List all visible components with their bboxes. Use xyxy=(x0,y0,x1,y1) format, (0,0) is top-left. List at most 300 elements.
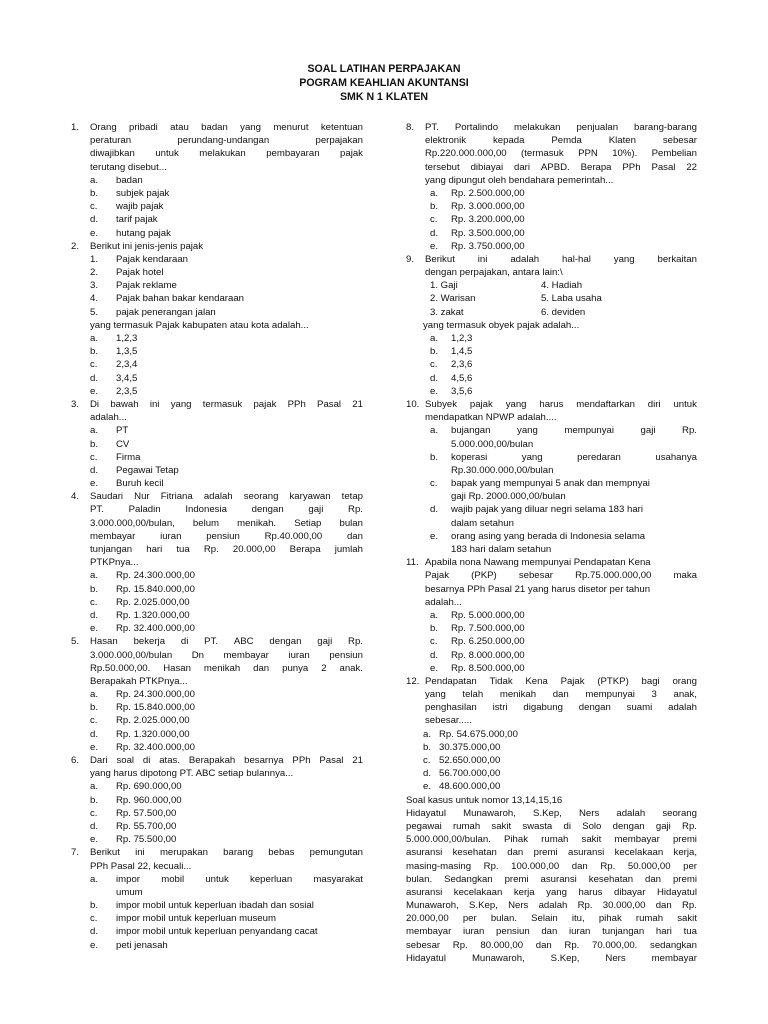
text-line xyxy=(406,675,697,688)
question-7-option-key: e. xyxy=(90,939,99,951)
text-line xyxy=(406,332,697,345)
word: PT. xyxy=(90,504,104,516)
question-8-text xyxy=(425,121,697,134)
question-8-text: yang dipungut oleh bendahara pemerintah... xyxy=(425,174,614,186)
question-12-option-text: Rp. 54.675.000,00 xyxy=(439,728,518,740)
case-paragraph-line xyxy=(406,807,697,820)
text-line xyxy=(71,609,363,622)
text-line xyxy=(406,438,697,451)
question-5-number: 5. xyxy=(71,636,80,648)
question-11-text: besarnya PPh Pasal 21 yang harus disetor per tahun xyxy=(425,583,651,595)
word: 20.000,00 xyxy=(406,913,449,925)
word: ABC xyxy=(233,636,254,648)
word: diwajibkan xyxy=(90,148,135,160)
question-12-option-text: 56.700.000,00 xyxy=(439,768,501,780)
question-7-option-text: peti jenasah xyxy=(116,939,168,951)
word: Rp. xyxy=(348,636,363,648)
question-6-option-text: Rp. 57.500,00 xyxy=(116,807,177,819)
word: membayar xyxy=(651,952,697,964)
question-2-item-option-text: Pajak bahan bakar kendaraan xyxy=(116,293,245,305)
right-column xyxy=(406,121,697,965)
question-6-option-key: d. xyxy=(90,820,99,832)
question-11-text xyxy=(425,569,697,582)
word: Berikut xyxy=(425,253,455,265)
word: tua xyxy=(683,926,697,938)
text-line xyxy=(406,213,697,226)
question-11-text: Apabila nona Nawang mempunyai Pendapatan Kena xyxy=(425,557,651,569)
question-11-option-text: Rp. 8.500.000,00 xyxy=(451,662,525,674)
question-3-text xyxy=(90,398,363,411)
text-line xyxy=(71,714,363,727)
word: di xyxy=(142,755,151,766)
word: bulan. xyxy=(490,913,517,925)
word: usahanya xyxy=(655,451,697,463)
text-line xyxy=(71,187,363,200)
question-11-option-text: Rp. 7.500.000,00 xyxy=(451,623,525,635)
question-10-option-text: dalam setahun xyxy=(451,517,514,529)
word: Ners xyxy=(605,952,626,964)
question-5-option-text: Rp. 2.025.000,00 xyxy=(116,715,190,727)
text-line xyxy=(406,174,697,187)
word: untuk xyxy=(205,873,229,885)
question-2-option-key: b. xyxy=(90,346,99,358)
question-4-option-text: Rp. 32.400.000,00 xyxy=(116,623,195,635)
word: Pemda xyxy=(551,135,582,147)
word: Rp.40.000,00 xyxy=(264,530,323,542)
word: kecelakaan xyxy=(614,847,664,859)
word: Berikut xyxy=(90,847,120,859)
text-line xyxy=(406,596,697,609)
word: digabung xyxy=(523,702,563,714)
word: yang xyxy=(517,425,538,437)
text-line xyxy=(71,688,363,701)
word: (termasuk xyxy=(521,148,564,160)
text-line xyxy=(71,649,363,662)
word: sakit xyxy=(491,820,512,832)
text-line xyxy=(406,490,697,503)
word: 22 xyxy=(686,161,697,173)
text-line xyxy=(406,649,697,662)
question-9-number: 9. xyxy=(406,253,415,265)
word: yang xyxy=(546,886,567,898)
word: 21 xyxy=(352,398,363,410)
word: peredaran xyxy=(577,451,621,463)
question-8-number: 8. xyxy=(406,122,415,133)
word: dan xyxy=(552,689,569,701)
question-11-option-text: Rp. 5.000.000,00 xyxy=(451,609,525,621)
word: sedangkan xyxy=(650,939,697,951)
word: swasta xyxy=(522,820,553,832)
question-5-option-text: Rp. 32.400.000,00 xyxy=(116,741,195,753)
question-2-item-option-key: 3. xyxy=(90,280,99,292)
word: Saudari xyxy=(90,491,124,503)
word: Rp.220.000.000,00 xyxy=(425,148,507,160)
question-9-option-text: 3,5,6 xyxy=(451,385,473,397)
question-6-option-text: Rp. 55.700,00 xyxy=(116,820,177,832)
question-1-option-key: c. xyxy=(90,201,98,213)
text-line xyxy=(71,319,363,332)
word: 2 xyxy=(321,662,327,674)
word: PPh xyxy=(292,755,311,766)
word: masing-masing xyxy=(406,860,472,872)
question-7-option-text: impor mobil untuk keperluan ibadah dan sosial xyxy=(116,900,314,912)
question-3-option-key: d. xyxy=(90,464,99,476)
question-3-option-text: PT xyxy=(116,425,129,437)
question-1-option-key: d. xyxy=(90,214,99,226)
word: tua xyxy=(176,544,190,555)
word: pajak xyxy=(253,398,277,410)
text-line xyxy=(406,714,697,727)
word: rumah xyxy=(635,913,664,925)
question-10-option-key: e. xyxy=(430,530,439,542)
word: barang xyxy=(223,847,254,859)
word: sebesar xyxy=(518,570,553,582)
question-8-option-text: Rp. 2.500.000,00 xyxy=(451,187,525,199)
question-10-option-text xyxy=(451,424,697,437)
header-school: SMK N 1 KLATEN xyxy=(339,91,429,103)
word: (PTKP) xyxy=(597,675,629,687)
question-2-item-option-text: pajak penerangan jalan xyxy=(116,306,216,318)
text-line xyxy=(71,161,363,174)
question-2-item-option-text: Pajak kendaraan xyxy=(116,253,189,265)
word: Berapa xyxy=(289,544,321,555)
word: bebas xyxy=(268,847,295,859)
case-paragraph-line xyxy=(406,939,697,952)
word: hari xyxy=(655,926,672,938)
text-line xyxy=(71,833,363,846)
word: badan xyxy=(201,122,228,133)
text-line xyxy=(71,503,363,516)
text-line xyxy=(406,530,697,543)
word: Pasal xyxy=(319,755,344,766)
question-8-option-text: Rp. 3.200.000,00 xyxy=(451,214,525,226)
question-2-option-key: a. xyxy=(90,333,99,344)
question-11-option-key: a. xyxy=(430,609,439,621)
question-3-number: 3. xyxy=(71,398,80,410)
word: Nur xyxy=(134,491,150,503)
word: Munawaroh, xyxy=(471,952,525,964)
word: masyarakat xyxy=(313,873,363,885)
word: istri xyxy=(492,702,508,714)
word: bujangan xyxy=(451,425,491,437)
text-line xyxy=(71,306,363,319)
question-9-item: 3. zakat xyxy=(430,306,464,318)
text-line xyxy=(71,292,363,305)
word: iuran xyxy=(463,926,485,938)
word: anak, xyxy=(673,689,697,701)
word: membayar xyxy=(90,530,136,542)
text-line xyxy=(406,912,697,925)
question-8-option-key: b. xyxy=(430,201,439,213)
question-8-option-text: Rp. 3.500.000,00 xyxy=(451,227,525,239)
word: Rp. xyxy=(348,504,363,516)
question-2-text: yang termasuk Pajak kabupaten atau kota adalah... xyxy=(90,319,309,331)
text-line xyxy=(406,794,697,807)
question-2-option-text: 2,3,4 xyxy=(116,359,138,371)
word: 70.000,00. xyxy=(592,939,638,951)
word: Indonesia xyxy=(185,504,227,516)
word: Berapa xyxy=(580,161,612,173)
word: adalah xyxy=(616,807,646,819)
question-7-number: 7. xyxy=(71,847,80,859)
text-line xyxy=(406,939,697,952)
word: ini xyxy=(477,253,488,265)
word: Ners xyxy=(508,900,529,912)
text-line xyxy=(406,952,697,965)
question-9-item: 6. deviden xyxy=(541,306,586,318)
question-5-option-key: e. xyxy=(90,741,99,753)
word: Portalindo xyxy=(454,122,499,133)
word: dibiayai xyxy=(470,161,504,173)
question-8-option-text: Rp. 3.750.000,00 xyxy=(451,240,525,252)
word: dan xyxy=(541,926,558,938)
word: Ners xyxy=(578,807,600,819)
case-paragraph-line xyxy=(406,899,697,912)
word: mendaftarkan xyxy=(576,398,635,410)
text-line xyxy=(71,596,363,609)
question-1-option-text: subjek pajak xyxy=(116,187,170,199)
case-paragraph-line xyxy=(406,886,697,899)
question-9-item: 1. Gaji xyxy=(430,280,458,292)
word: termasuk xyxy=(202,398,243,410)
text-line xyxy=(71,279,363,292)
text-line xyxy=(71,438,363,451)
text-line xyxy=(406,925,697,938)
word: atau xyxy=(170,122,189,133)
word: Hidayatul xyxy=(406,952,446,964)
word: Solo xyxy=(582,820,602,832)
text-line xyxy=(71,213,363,226)
word: menikah xyxy=(203,662,241,674)
word: untuk xyxy=(155,148,179,160)
text-line xyxy=(71,424,363,437)
text-line xyxy=(406,187,697,200)
text-line xyxy=(406,543,697,556)
word: pribadi xyxy=(129,122,158,133)
text-line xyxy=(71,174,363,187)
question-7-option-text: impor mobil untuk keperluan museum xyxy=(116,913,276,925)
text-line xyxy=(406,411,697,424)
question-12-option-key: c. xyxy=(423,755,431,766)
word: keperluan xyxy=(250,873,293,885)
word: bekerja xyxy=(133,636,166,648)
question-5-text: Berapakah PTKPnya... xyxy=(90,675,188,687)
question-9-text xyxy=(425,253,697,266)
question-3-text: adalah... xyxy=(90,412,127,424)
question-2-option-key: d. xyxy=(90,372,99,384)
word: pegawai xyxy=(406,820,442,832)
word: premi xyxy=(504,873,529,885)
question-6-option-text: Rp. 960.000,00 xyxy=(116,794,182,806)
question-6-option-text: Rp. 75.500,00 xyxy=(116,834,177,846)
question-7-option-text: umum xyxy=(116,886,143,898)
word: kesehatan xyxy=(452,847,497,859)
word: punya xyxy=(282,662,309,674)
text-line xyxy=(71,266,363,279)
question-4-option-key: b. xyxy=(90,583,99,595)
word: mempunyai xyxy=(585,689,635,701)
question-4-option-text: Rp. 15.840.000,00 xyxy=(116,583,195,595)
text-line xyxy=(406,477,697,490)
question-2-option-text: 2,3,5 xyxy=(116,385,138,397)
question-9-text: dengan perpajakan, antara lain:\ xyxy=(425,267,563,279)
text-line xyxy=(406,134,697,147)
question-12-number: 12. xyxy=(406,675,420,687)
text-line xyxy=(71,411,363,424)
word: 10%). xyxy=(612,148,638,160)
question-12-option-key: e. xyxy=(423,781,432,793)
word: gaji xyxy=(317,636,333,648)
text-line xyxy=(406,424,697,437)
question-1-option-key: e. xyxy=(90,227,99,239)
word: menikah xyxy=(499,689,537,701)
text-line xyxy=(406,635,697,648)
word: tetap xyxy=(341,491,363,503)
word: dibayar xyxy=(614,886,646,898)
word: Rp. xyxy=(483,860,499,872)
text-line xyxy=(406,688,697,701)
text-line xyxy=(71,899,363,912)
word: PPh xyxy=(287,398,306,410)
question-1-option-text: tarif pajak xyxy=(116,214,158,226)
case-paragraph-line xyxy=(406,820,697,833)
word: bulan xyxy=(339,517,363,529)
word: Pendapatan xyxy=(425,675,477,687)
text-line xyxy=(71,754,363,767)
word: kesehatan xyxy=(588,873,634,885)
word: premi xyxy=(672,834,697,846)
text-line xyxy=(406,227,697,240)
word: bawah xyxy=(110,398,139,410)
word: Pajak xyxy=(560,675,585,687)
word: Rp.50.000,00. xyxy=(90,662,151,674)
question-1-option-text: hutang pajak xyxy=(116,227,171,239)
text-line xyxy=(406,833,697,846)
question-4-option-text: Rp. 24.300.000,00 xyxy=(116,570,195,582)
question-12-text xyxy=(425,688,697,701)
word: asuransi xyxy=(406,847,443,859)
question-6-option-key: b. xyxy=(90,794,99,806)
word: seorang xyxy=(662,807,697,819)
word: dan xyxy=(571,860,588,872)
text-line xyxy=(406,372,697,385)
text-line xyxy=(71,147,363,160)
text-line xyxy=(71,530,363,543)
question-11-number: 11. xyxy=(406,557,419,569)
text-line xyxy=(406,807,697,820)
word: pihak xyxy=(598,913,622,925)
question-5-option-key: a. xyxy=(90,689,99,701)
word: Subyek xyxy=(425,398,457,410)
word: 30.000,00 xyxy=(602,900,646,912)
word: harus xyxy=(539,398,564,410)
question-3-option-text: Buruh kecil xyxy=(116,478,164,490)
word: harus xyxy=(578,886,603,898)
word: Berapakah xyxy=(188,755,236,766)
word: yang xyxy=(613,253,635,265)
word: kecelakaan xyxy=(453,886,503,898)
text-line xyxy=(71,556,363,569)
question-2-item-option-key: 4. xyxy=(90,293,99,305)
question-9-item: 5. Laba usaha xyxy=(541,293,602,305)
question-8-option-key: d. xyxy=(430,227,439,239)
text-line xyxy=(71,662,363,675)
text-line xyxy=(71,451,363,464)
question-7-option-key: a. xyxy=(90,873,99,885)
text-line xyxy=(406,161,697,174)
word: pembayaran xyxy=(266,148,320,160)
question-7-option-key: d. xyxy=(90,926,99,938)
text-line xyxy=(406,767,697,780)
header-title: SOAL LATIHAN PERPAJAKAN xyxy=(307,63,461,75)
word: perpajakan xyxy=(315,135,363,147)
question-5-text xyxy=(90,635,363,648)
word: Rp. xyxy=(564,939,580,951)
word: melakukan xyxy=(199,148,246,160)
word: Pihak xyxy=(504,834,528,846)
text-line xyxy=(406,583,697,596)
word: kerja xyxy=(513,886,535,898)
text-line xyxy=(71,780,363,793)
question-8-option-key: c. xyxy=(430,214,438,226)
text-line xyxy=(406,345,697,358)
text-line xyxy=(71,332,363,345)
question-12-text xyxy=(425,675,697,688)
word: 100.000,00 xyxy=(511,860,560,872)
word: menikah. xyxy=(237,517,277,529)
text-line xyxy=(406,358,697,371)
question-10-option-text: gaji Rp. 2000.000,00/bulan xyxy=(451,491,566,503)
word: premi xyxy=(672,873,697,885)
text-line xyxy=(406,701,697,714)
word: kepada xyxy=(492,135,525,147)
word: ini xyxy=(135,847,145,859)
text-line xyxy=(71,134,363,147)
word: dan xyxy=(655,900,672,912)
question-4-number: 4. xyxy=(71,491,80,503)
word: pensiun xyxy=(206,530,240,542)
word: atas. xyxy=(159,755,181,766)
text-line xyxy=(71,701,363,714)
text-line xyxy=(406,398,697,411)
text-line xyxy=(71,200,363,213)
word: adalah xyxy=(510,253,540,265)
question-2-item-option-key: 5. xyxy=(90,306,99,318)
question-9-item: 2. Warisan xyxy=(430,293,476,305)
question-10-number: 10. xyxy=(406,398,420,410)
question-6-text: yang harus dipotong PT. ABC setiap bulannya... xyxy=(90,768,294,780)
word: Rp. xyxy=(682,425,697,437)
text-line xyxy=(406,662,697,675)
text-line xyxy=(71,385,363,398)
word: Tidak xyxy=(489,675,513,687)
text-line xyxy=(71,398,363,411)
word: Hasan xyxy=(90,636,118,648)
question-9-option-key: d. xyxy=(430,372,439,384)
word: asuransi xyxy=(406,886,443,898)
question-2-item-option-key: 2. xyxy=(90,267,99,279)
question-1-option-key: a. xyxy=(90,174,99,186)
question-9-option-key: c. xyxy=(430,359,438,371)
word: berkaitan xyxy=(657,253,697,265)
word: dengan xyxy=(578,702,611,714)
text-line xyxy=(71,939,363,952)
question-10-option-key: b. xyxy=(430,451,439,463)
question-6-option-key: e. xyxy=(90,834,99,846)
word: penghasilan xyxy=(425,702,477,714)
word: dengan xyxy=(251,504,284,516)
word: bagi xyxy=(641,675,660,687)
